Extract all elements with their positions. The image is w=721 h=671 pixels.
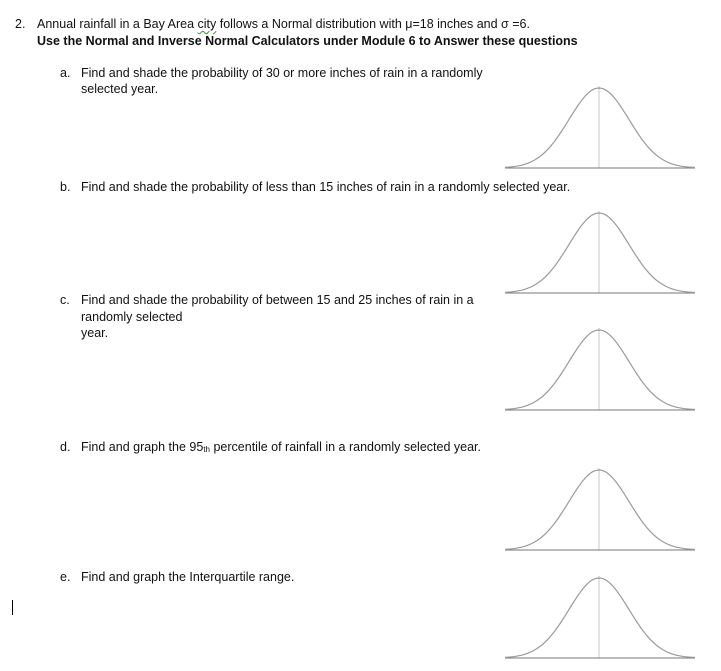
- part-c-line3: year.: [81, 326, 109, 340]
- normal-curve-icon: [505, 466, 695, 556]
- part-e-line1: Find and graph the Interquartile range.: [81, 570, 295, 584]
- intro-city-spellcheck[interactable]: city: [197, 17, 217, 31]
- part-d-letter: d.: [60, 440, 71, 454]
- part-d-after: percentile of rainfall in a randomly selected year.: [210, 440, 481, 454]
- part-d-before: Find and graph the 95: [81, 440, 204, 454]
- text-cursor-icon[interactable]: [12, 600, 13, 615]
- part-d-text: [81, 440, 481, 454]
- normal-curve-icon: [505, 326, 695, 416]
- curve-d-bell: [505, 470, 695, 550]
- part-b-line1: Find and shade the probability of less than 15 inches of rain in a randomly selected year.: [81, 180, 571, 194]
- normal-curve-icon: [505, 84, 695, 174]
- part-b-letter: b.: [60, 180, 71, 194]
- part-c-letter: c.: [60, 293, 70, 307]
- part-e-letter: e.: [60, 570, 71, 584]
- question-intro: [37, 17, 530, 31]
- curve-b-bell: [505, 213, 695, 293]
- part-a-letter: a.: [60, 66, 71, 80]
- normal-curve-icon: [505, 574, 695, 664]
- intro-before: Annual rainfall in a Bay Area: [37, 17, 198, 31]
- part-a-line2: selected year.: [81, 82, 159, 96]
- normal-curve-icon: [505, 209, 695, 299]
- question-instruction: Use the Normal and Inverse Normal Calculators under Module 6 to Answer these questions: [37, 34, 578, 48]
- part-c-line2: randomly selected: [81, 310, 183, 324]
- part-a-line1: Find and shade the probability of 30 or more inches of rain in a randomly: [81, 66, 483, 80]
- part-c-line1: Find and shade the probability of between 15 and 25 inches of rain in a: [81, 293, 474, 307]
- curve-c-bell: [505, 330, 695, 410]
- part-d-ordinal: th: [203, 445, 210, 454]
- curve-a-bell: [505, 88, 695, 168]
- question-number: 2.: [15, 17, 26, 31]
- curve-e-bell: [505, 578, 695, 658]
- intro-after: follows a Normal distribution with μ=18 inches and σ =6.: [216, 17, 530, 31]
